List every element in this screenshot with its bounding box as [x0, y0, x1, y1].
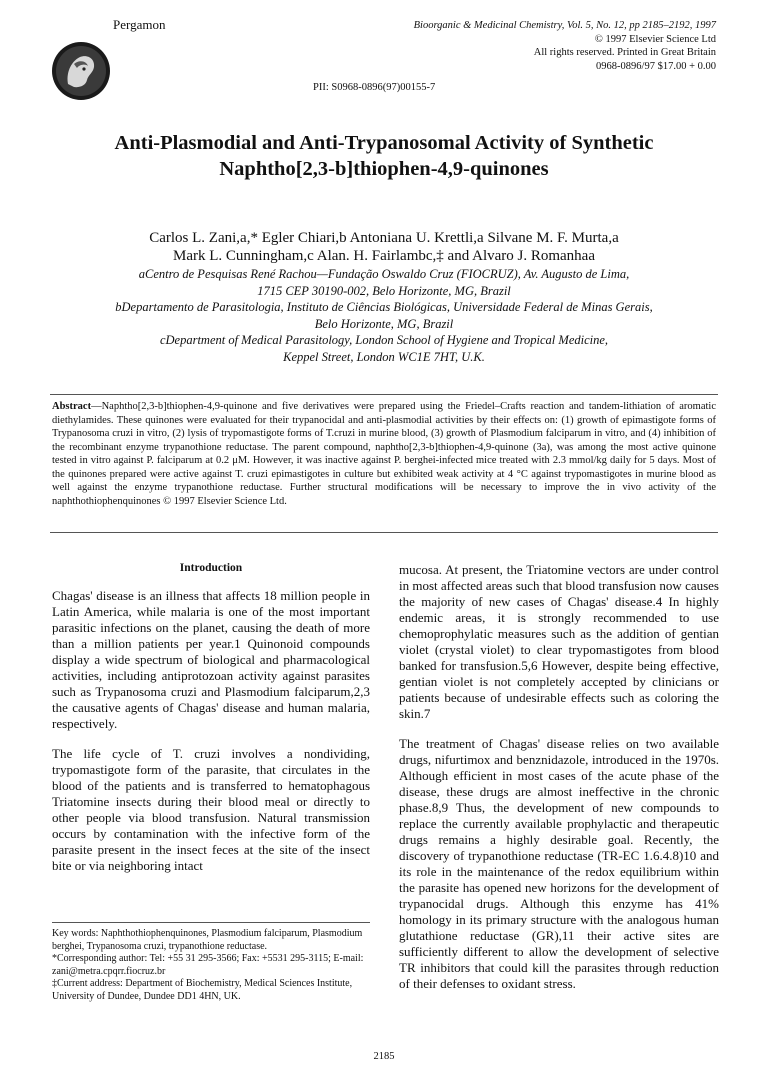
- section-heading-introduction: Introduction: [179, 562, 243, 574]
- publisher-logo: [50, 40, 112, 102]
- footnotes: [52, 928, 370, 1003]
- author-list: [40, 229, 728, 265]
- abstract-bottom-rule: [50, 532, 718, 533]
- abstract-text: —Naphtho[2,3-b]thiophen-4,9-quinone and five derivatives were prepared using the Friedel–Crafts reaction and tandem-lithiation of aromatic diethylamides. These quinones were evaluated for their trypanocidal and anti-plasmodial activities by their effects on: (1) growth of epimastigote forms of Trypanosoma cruzi in vitro, (2) lysis of trypomastigote forms of T.cruzi in murine blood, (3) growth of Plasmodium falciparum in vitro, and (4) inhibition of the recombinant enzyme trypanothione reductase. The parent compound, naphtho[2,3-b]thiophen-4,9-quinone (3a), was among the most active quinone tested in vitro against P. falciparum at 0.2 μM. However, it was inactive against P. berghei-infected mice treated with 2.3 mmol/kg daily for 5 days. Most of the quinones prepared were active against T. cruzi epimastigotes in culture but exhibited weak activity at 4 °C against trypomastigotes in murine blood as well against the enzyme trypanothione reductase. Further structural modifications will be necessary to improve the in vivo activity of the naphthothiophenquinones © 1997 Elsevier Science Ltd.: [52, 401, 716, 507]
- abstract: [52, 400, 716, 508]
- title-line-2: Naphtho[2,3-b]thiophen-4,9-quinones: [219, 158, 549, 180]
- corresponding-note: *Corresponding author: Tel: +55 31 295-3566; Fax: +5531 295-3115; E-mail: zani@metra.cpqrr.fiocruz.br: [52, 953, 364, 977]
- title-line-1: Anti-Plasmodial and Anti-Trypanosomal Activity of Synthetic: [114, 132, 654, 154]
- affiliation-line: bDepartamento de Parasitologia, Instituto de Ciências Biológicas, Universidade Federal de Minas Gerais,: [115, 300, 653, 314]
- paper-title: [40, 130, 728, 182]
- right-column: [399, 562, 719, 992]
- paragraph: The life cycle of T. cruzi involves a nondividing, trypomastigote form of the parasite, that circulates in the blood of the patients and is transferred to hematophagous Triatomine insects during their blood meal or directly to other people via blood transfusion. Natural transmission occurs by contamination with the infective form of the parasite present in the insect feces at the site of the insect bite or via neighboring intact: [52, 746, 370, 873]
- price-line: 0968-0896/97 $17.00 + 0.00: [596, 60, 716, 72]
- affiliation-line: Keppel Street, London WC1E 7HT, U.K.: [283, 349, 485, 364]
- affiliation-line: 1715 CEP 30190-002, Belo Horizonte, MG, Brazil: [257, 283, 511, 298]
- paragraph: Chagas' disease is an illness that affects 18 million people in Latin America, while malaria is one of the most important parasitic infections on the planet, causing the death of more than a million patients per year.1 Quinonoid compounds display a wide spectrum of biological and pharmacological activities, including antiprotozoan activity against parasites such as Trypanosoma cruzi and Plasmodium falciparum,2,3 the causative agents of Chagas' disease and human malaria, respectively.: [52, 588, 370, 731]
- current-address-note: ‡Current address: Department of Biochemistry, Medical Sciences Institute, University of Dundee, Dundee DD1 4HN, UK.: [52, 978, 353, 1002]
- paragraph: The treatment of Chagas' disease relies on two available drugs, nifurtimox and benznidazole, introduced in the 1970s. Although efficient in most cases of the acute phase of the disease, these drugs are almost ineffective in the chronic phase.8,9 Thus, the development of new compounds to replace the currently available prophylactic and therapeutic drugs remains a highly desirable goal. Recently, the discovery of trypanothione reductase (TR-EC 1.6.4.8)10 and its role in the maintenance of the redox equilibrium within the parasite has opened new horizons for the development of trypanocidal drugs. Although this enzyme has 41% homology in its primary structure with the analogous human glutathione reductase (GR),11 their active sites are sufficiently different to allow the development of selective TR inhibitors that could kill the parasites through reduction of their defenses to oxidant stress.: [399, 736, 719, 991]
- keywords-note: Key words: Naphthothiophenquinones, Plasmodium falciparum, Plasmodium berghei, Trypanosoma cruzi, trypanothione reductase.: [52, 928, 363, 952]
- affiliation-line: aCentro de Pesquisas René Rachou—Fundação Oswaldo Cruz (FIOCRUZ), Av. Augusto de Lima,: [138, 267, 630, 281]
- left-column: [52, 560, 370, 874]
- paragraph: mucosa. At present, the Triatomine vectors are under control in most affected areas such that blood transfusion now causes the majority of new cases of Chagas' disease.4 In highly endemic areas, it is strongly recommended to use chemoprophylatic measures such as the addition of gentian violet (crystal violet) to clear trypomastigotes from blood banked for transfusion.5,6 However, despite being effective, gentian violet is not completely accepted by clinicians or patients because of undesirable effects such as coloring the skin.7: [399, 562, 719, 721]
- page-number: 2185: [373, 1051, 395, 1062]
- affiliation-line: Belo Horizonte, MG, Brazil: [314, 316, 454, 331]
- abstract-top-rule: [50, 394, 718, 395]
- publisher-name: Pergamon: [113, 17, 166, 32]
- journal-info: [414, 19, 716, 73]
- authors-line-1: Carlos L. Zani,a,* Egler Chiari,b Antoniana U. Krettli,a Silvane M. F. Murta,a: [149, 230, 619, 246]
- rights-line: All rights reserved. Printed in Great Britain: [533, 47, 716, 58]
- affiliation-line: cDepartment of Medical Parasitology, London School of Hygiene and Tropical Medicine,: [159, 333, 609, 347]
- abstract-label: Abstract: [52, 401, 92, 412]
- authors-line-2: Mark L. Cunningham,c Alan. H. Fairlambc,‡ and Alvaro J. Romanhaa: [173, 248, 595, 264]
- journal-citation: Bioorganic & Medicinal Chemistry, Vol. 5, No. 12, pp 2185–2192, 1997: [413, 20, 716, 31]
- affiliations: [40, 266, 728, 365]
- footnote-rule: [52, 922, 370, 923]
- copyright-line: © 1997 Elsevier Science Ltd: [594, 33, 716, 45]
- pii-code: PII: S0968-0896(97)00155-7: [313, 82, 436, 93]
